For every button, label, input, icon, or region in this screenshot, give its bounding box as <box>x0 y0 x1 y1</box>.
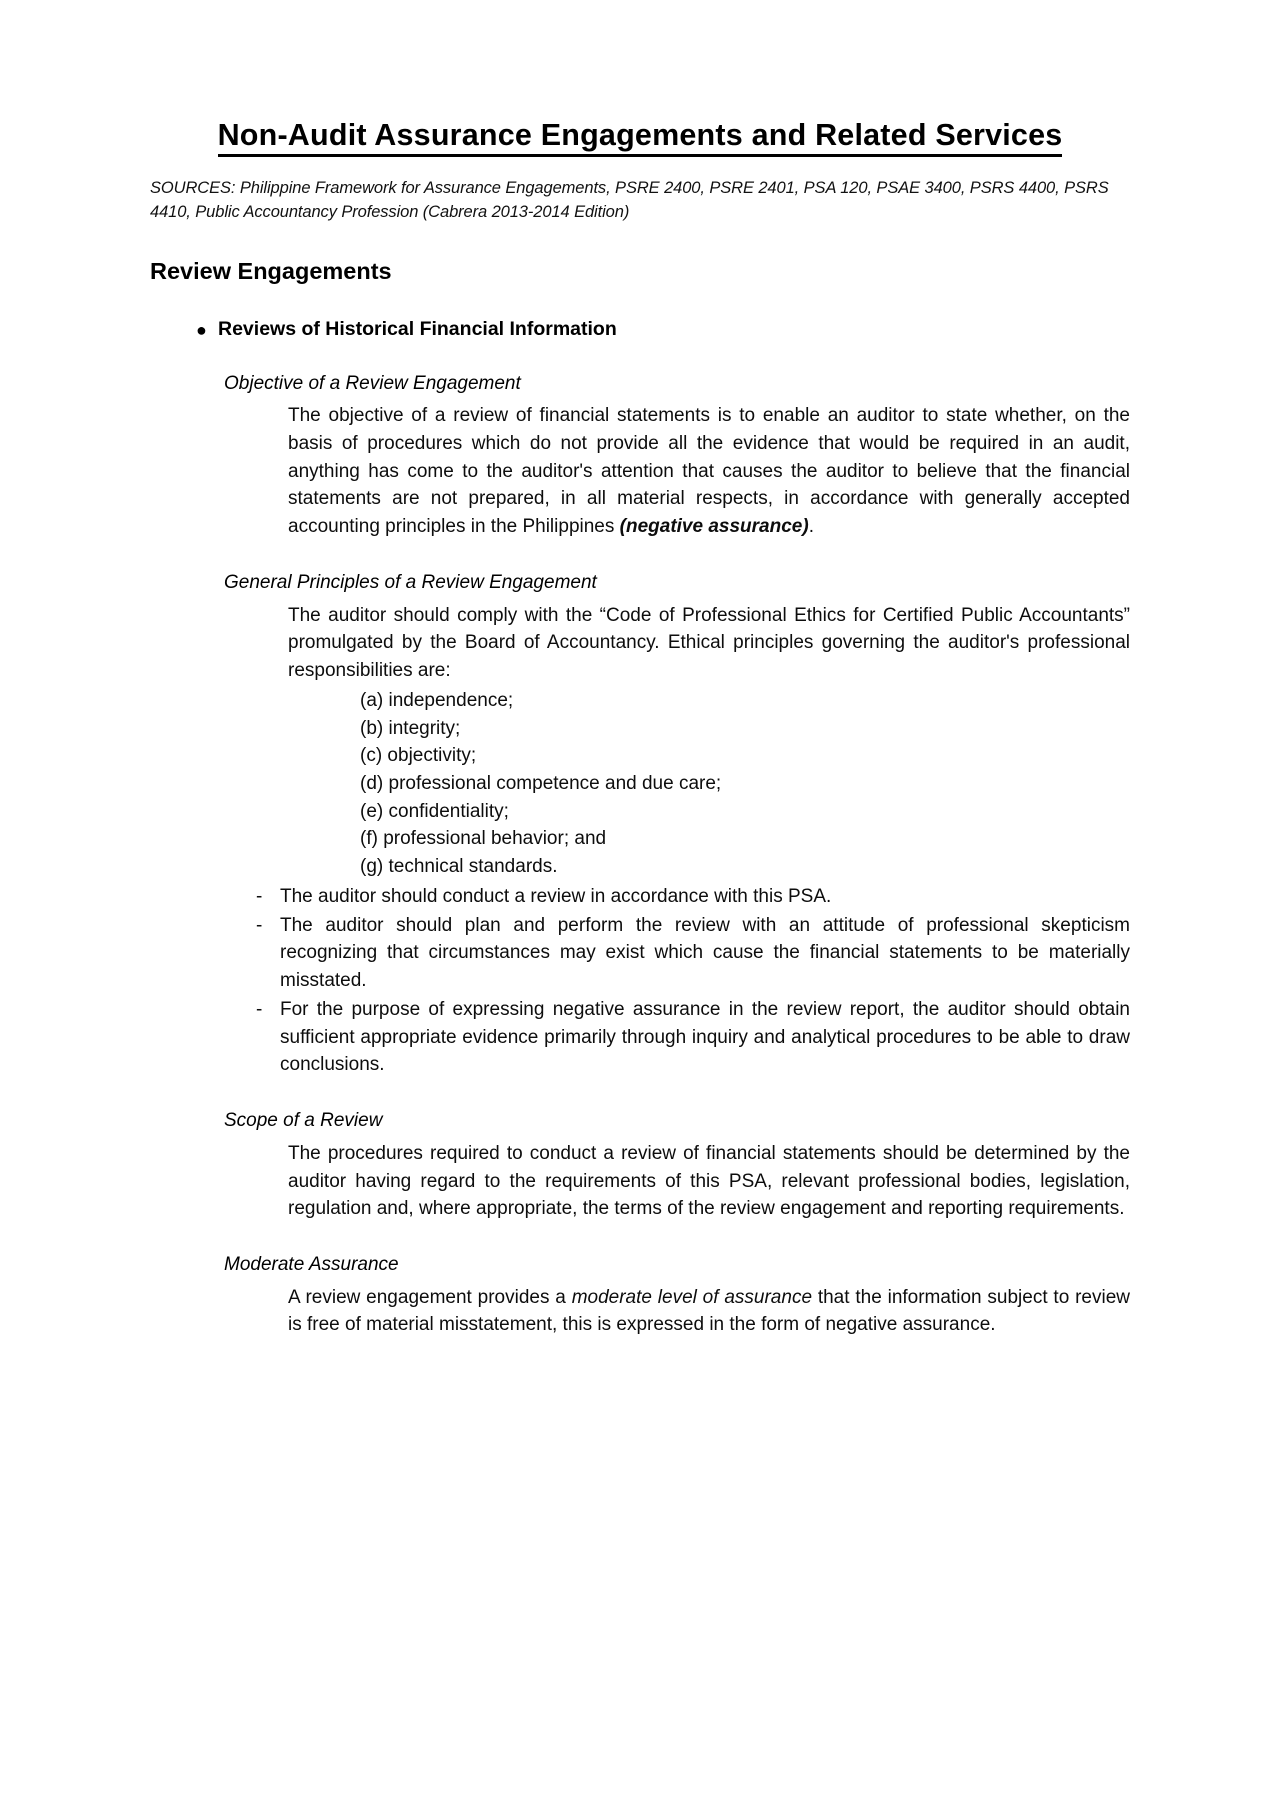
dash-icon: - <box>256 914 263 936</box>
list-item: (d) professional competence and due care; <box>360 773 722 795</box>
topic-heading-moderate-assurance: Moderate Assurance <box>224 1253 399 1275</box>
list-item-label: For the purpose of expressing negative assurance in the review report, the auditor should obtain sufficient appropriate evidence primarily through inquiry and analytical procedures to be able to draw conclusions. <box>280 998 1130 1076</box>
list-item <box>256 883 1130 911</box>
dash-icon: - <box>256 998 263 1020</box>
list-item: (g) technical standards. <box>360 856 558 878</box>
topic-heading-objective: Objective of a Review Engagement <box>224 372 521 394</box>
paragraph-objective-emphasis: (negative assurance) <box>619 516 809 538</box>
page-title-text: Non-Audit Assurance Engagements and Related Services <box>218 118 1063 157</box>
bullet-heading-label: Reviews of Historical Financial Information <box>218 318 617 341</box>
page-title <box>150 118 1130 157</box>
paragraph-objective-lead: The objective of a review of financial statements is to enable an auditor to state whether, on the basis of procedures which do not provide all the evidence that would be required in an audit, anything has come to the auditor's attention that causes the auditor to believe that the financial statements are not prepared, in all material respects, in accordance with generally accepted accounting principles in the Philippines <box>288 405 1130 538</box>
paragraph-moderate-assurance <box>288 1284 1130 1339</box>
list-item: (b) integrity; <box>360 717 461 739</box>
paragraph-moderate-assurance-lead: A review engagement provides a <box>288 1286 572 1308</box>
bullet-dot-icon: ● <box>196 319 207 340</box>
list-item: (a) independence; <box>360 689 514 711</box>
dash-icon: - <box>256 885 263 907</box>
section-heading-review-engagements: Review Engagements <box>150 258 392 284</box>
general-principles-dash-list <box>256 883 1130 1079</box>
list-item: (f) professional behavior; and <box>360 828 607 850</box>
list-item: (e) confidentiality; <box>360 800 509 822</box>
list-item-label: The auditor should plan and perform the review with an attitude of professional skepticism recognizing that circumstances may exist which cause the financial statements to be materially misstated. <box>280 914 1130 992</box>
paragraph-objective <box>288 402 1130 541</box>
paragraph-scope: The procedures required to conduct a review of financial statements should be determined by the auditor having regard to the requirements of this PSA, relevant professional bodies, legislation, regulation and, where appropriate, the terms of the review engagement and reporting requirements. <box>288 1142 1130 1220</box>
paragraph-moderate-assurance-emphasis: moderate level of assurance <box>571 1286 813 1308</box>
bullet-heading-reviews-of-historical-financial-information <box>196 317 1130 341</box>
list-item-label: The auditor should conduct a review in accordance with this PSA. <box>280 885 832 907</box>
sources-line: SOURCES: Philippine Framework for Assurance Engagements, PSRE 2400, PSRE 2401, PSA 120, PSAE 3400, PSRS 4400, PSRS 4410, Public Accountancy Profession (Cabrera 2013-2014 Edition) <box>150 179 1109 222</box>
topic-heading-scope: Scope of a Review <box>224 1110 383 1132</box>
ethical-principles-list <box>360 687 1130 881</box>
list-item: (c) objectivity; <box>360 745 477 767</box>
list-item <box>256 996 1130 1079</box>
topic-heading-general-principles: General Principles of a Review Engagement <box>224 571 597 593</box>
list-item <box>256 912 1130 995</box>
paragraph-objective-tail: . <box>808 516 814 538</box>
paragraph-moderate-assurance-tail: that the information subject to review is free of material misstatement, this is expressed in the form of negative assurance. <box>288 1286 1131 1336</box>
paragraph-general-principles: The auditor should comply with the “Code of Professional Ethics for Certified Public Accountants” promulgated by the Board of Accountancy. Ethical principles governing the auditor's professional responsibilities are: <box>288 604 1130 682</box>
